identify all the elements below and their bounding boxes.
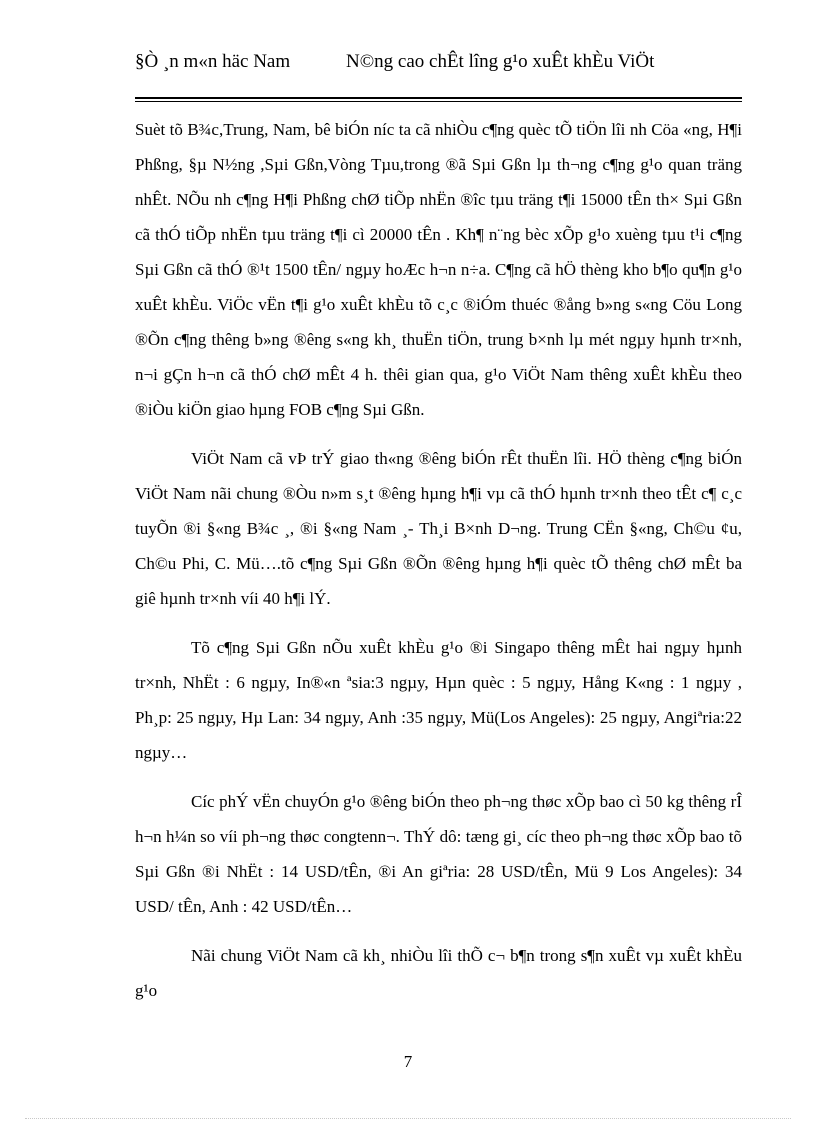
paragraph-sea-routes: ViÖt Nam cã vÞ trÝ giao th«ng ®êng biÓn rÊt thuËn lîi. HÖ thèng c¶ng biÓn ViÖt Nam nãi chung ®Òu n»m s¸t ®êng hµng h¶i vµ cã thÓ hµnh tr×nh theo tÊt c¶ c¸c tuyÕn ®i §«ng B¾c ¸, ®i §«ng Nam ¸- Th¸i B×nh D¬ng. Trung CËn §«ng, Ch©u ¢u, Ch©u Phi, C. Mü….tõ c¶ng Sµi Gßn ®Õn ®êng hµng h¶i quèc tÕ thêng chØ mÊt ba giê hµnh tr×nh víi 40 h¶i lÝ.	[135, 449, 742, 608]
page-number: 7	[403, 1052, 413, 1071]
paragraph-conclusion: Nãi chung ViÖt Nam cã kh¸ nhiÒu lîi thÕ c¬ b¶n trong s¶n xuÊt vµ xuÊt khÈu g¹o	[135, 946, 742, 1000]
running-header	[135, 50, 742, 95]
header-right-title: N©ng cao chÊt lîng g¹o xuÊt khÈu ViÖt	[346, 51, 655, 72]
paragraph-ports: Suèt tõ B¾c,Trung, Nam, bê biÓn níc ta cã nhiÒu c¶ng quèc tÕ tiÖn lîi nh Cöa «ng, H¶i Phßng, §µ N½ng ,Sµi Gßn,Vòng Tµu,trong ®ã Sµi Gßn lµ th¬ng c¶ng g¹o quan träng nhÊt. NÕu nh c¶ng H¶i Phßng chØ tiÕp nhËn ®îc tµu träng t¶i 15000 tÊn th× Sµi Gßn cã thÓ tiÕp nhËn tµu träng t¶i cì 20000 tÊn . Kh¶ n¨ng bèc xÕp g¹o xuèng tµu t¹i c¶ng Sµi Gßn cã thÓ ®¹t 1500 tÊn/ ngµy hoÆc h¬n n÷a. C¶ng cã hÖ thèng kho b¶o qu¶n g¹o xuÊt khÈu. ViÖc vËn t¶i g¹o xuÊt khÈu tõ c¸c ®iÓm thuéc ®ång b»ng s«ng Cöu Long ®Õn c¶ng thêng b»ng ®êng s«ng kh¸ thuËn tiÖn, trung b×nh lµ mét ngµy hµnh tr×nh, n¬i gÇn h¬n cã thÓ chØ mÊt 4 h. thêi gian qua, g¹o ViÖt Nam thêng xuÊt khÈu theo ®iÒu kiÖn giao hµng FOB c¶ng Sµi Gßn.	[135, 120, 742, 419]
footer-dotted-line	[25, 1118, 791, 1119]
paragraph-freight-costs: Cíc phÝ vËn chuyÓn g¹o ®êng biÓn theo ph¬ng thøc xÕp bao cì 50 kg thêng rÎ h¬n h¼n so víi ph¬ng thøc congtenn¬. ThÝ dô: tæng gi¸ cíc theo ph¬ng thøc xÕp bao tõ Sµi Gßn ®i NhËt : 14 USD/tÊn, ®i An giªria: 28 USD/tÊn, Mü 9 Los Angeles): 34 USD/ tÊn, Anh : 42 USD/tÊn…	[135, 792, 742, 916]
header-left-text: §Ò ¸n m«n häc Nam	[135, 51, 291, 72]
header-rule-thin	[135, 101, 742, 102]
body-text	[135, 112, 742, 1022]
header-rule-thick	[135, 97, 742, 99]
paragraph-shipping-times: Tõ c¶ng Sµi Gßn nÕu xuÊt khÈu g¹o ®i Singapo thêng mÊt hai ngµy hµnh tr×nh, NhËt : 6 ngµy, In®«n ªsia:3 ngµy, Hµn quèc : 5 ngµy, Hång K«ng : 1 ngµy , Ph¸p: 25 ngµy, Hµ Lan: 34 ngµy, Anh :35 ngµy, Mü(Los Angeles): 25 ngµy, Angiªria:22 ngµy…	[135, 638, 742, 762]
